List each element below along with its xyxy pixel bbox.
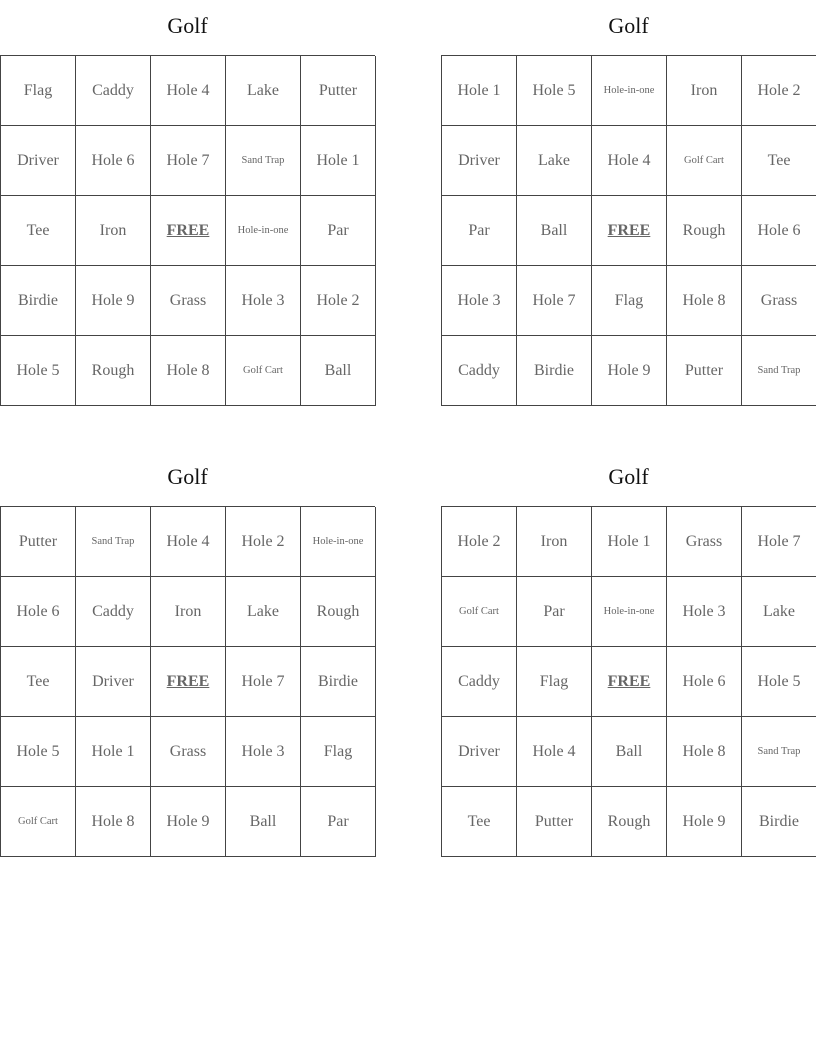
bingo-grid [441,506,816,857]
bingo-cell: Driver [76,647,151,717]
bingo-cell: Tee [742,126,816,196]
bingo-cell: Ball [592,717,667,787]
bingo-cell: Caddy [442,647,517,717]
bingo-grid [0,506,375,857]
bingo-card-4 [441,451,816,857]
bingo-cell: Ball [517,196,592,266]
bingo-cell: Hole 2 [742,56,816,126]
bingo-cell: Hole 8 [76,787,151,857]
bingo-cell: Birdie [301,647,376,717]
bingo-cell: Hole 9 [151,787,226,857]
bingo-cell: Hole 4 [517,717,592,787]
bingo-cell: Tee [1,647,76,717]
bingo-cell: Rough [301,577,376,647]
bingo-cell: Golf Cart [442,577,517,647]
bingo-cell: Hole 3 [226,266,301,336]
free-space-cell: FREE [151,647,226,717]
bingo-cell: Rough [592,787,667,857]
bingo-cell: Putter [301,56,376,126]
bingo-cell: Par [301,787,376,857]
bingo-cell: Golf Cart [226,336,301,406]
bingo-cell: Hole 9 [592,336,667,406]
bingo-cell: Hole 4 [151,56,226,126]
bingo-cell: Grass [151,266,226,336]
bingo-cell: Ball [226,787,301,857]
bingo-cell: Sand Trap [226,126,301,196]
bingo-cell: Birdie [1,266,76,336]
bingo-cell: Birdie [517,336,592,406]
bingo-cell: Sand Trap [742,717,816,787]
bingo-cell: Par [442,196,517,266]
bingo-grid [0,55,375,406]
bingo-cell: Hole 3 [226,717,301,787]
bingo-cell: Flag [592,266,667,336]
bingo-cell: Driver [442,717,517,787]
bingo-cell: Par [517,577,592,647]
bingo-cell: Rough [76,336,151,406]
bingo-cell: Lake [226,577,301,647]
bingo-cell: Hole-in-one [301,507,376,577]
card-title: Golf [608,464,649,489]
bingo-cell: Tee [442,787,517,857]
bingo-cell: Sand Trap [76,507,151,577]
bingo-cell: Hole 3 [667,577,742,647]
bingo-cell: Hole 6 [76,126,151,196]
bingo-cell: Hole 1 [592,507,667,577]
bingo-card-1 [0,0,375,406]
bingo-cell: Hole 5 [742,647,816,717]
bingo-cell: Hole-in-one [226,196,301,266]
bingo-cell: Hole 2 [301,266,376,336]
bingo-cell: Hole 6 [1,577,76,647]
bingo-cell: Putter [667,336,742,406]
bingo-grid [441,55,816,406]
bingo-cell: Hole 2 [226,507,301,577]
bingo-cell: Lake [742,577,816,647]
bingo-cell: Hole 4 [592,126,667,196]
bingo-cell: Driver [442,126,517,196]
bingo-cell: Hole 7 [742,507,816,577]
bingo-cell: Hole 5 [1,717,76,787]
bingo-cell: Par [301,196,376,266]
bingo-cell: Hole 5 [517,56,592,126]
bingo-cell: Grass [667,507,742,577]
bingo-cell: Hole 6 [742,196,816,266]
bingo-cell: Hole 2 [442,507,517,577]
bingo-cell: Birdie [742,787,816,857]
bingo-card-3 [0,451,375,857]
bingo-cell: Lake [517,126,592,196]
bingo-cell: Golf Cart [667,126,742,196]
bingo-cell: Hole-in-one [592,56,667,126]
bingo-cell: Hole 4 [151,507,226,577]
bingo-cell: Hole 5 [1,336,76,406]
bingo-cell: Golf Cart [1,787,76,857]
bingo-cell: Hole 1 [442,56,517,126]
bingo-card-2 [441,0,816,406]
bingo-cell: Iron [517,507,592,577]
bingo-cell: Hole 8 [667,717,742,787]
bingo-cell: Flag [1,56,76,126]
bingo-cell: Sand Trap [742,336,816,406]
bingo-cell: Hole 7 [226,647,301,717]
bingo-cell: Putter [1,507,76,577]
card-title: Golf [167,464,208,489]
bingo-cell: Lake [226,56,301,126]
bingo-cell: Tee [1,196,76,266]
bingo-cell: Hole 7 [517,266,592,336]
bingo-cell: Hole 6 [667,647,742,717]
bingo-cell: Putter [517,787,592,857]
bingo-cell: Flag [517,647,592,717]
bingo-cell: Hole 7 [151,126,226,196]
bingo-cell: Flag [301,717,376,787]
bingo-cell: Driver [1,126,76,196]
bingo-cell: Hole 1 [76,717,151,787]
bingo-cell: Hole 1 [301,126,376,196]
bingo-cell: Caddy [76,577,151,647]
card-title: Golf [608,13,649,38]
bingo-cell: Iron [667,56,742,126]
bingo-cell: Hole 3 [442,266,517,336]
bingo-cell: Rough [667,196,742,266]
bingo-cell: Grass [742,266,816,336]
bingo-cell: Hole-in-one [592,577,667,647]
bingo-cell: Hole 8 [667,266,742,336]
free-space-cell: FREE [592,647,667,717]
bingo-cell: Caddy [442,336,517,406]
bingo-cell: Caddy [76,56,151,126]
bingo-cell: Iron [76,196,151,266]
bingo-cell: Iron [151,577,226,647]
bingo-cell: Hole 9 [667,787,742,857]
card-title: Golf [167,13,208,38]
bingo-cell: Hole 9 [76,266,151,336]
free-space-cell: FREE [151,196,226,266]
bingo-cell: Hole 8 [151,336,226,406]
bingo-cell: Ball [301,336,376,406]
free-space-cell: FREE [592,196,667,266]
bingo-cell: Grass [151,717,226,787]
